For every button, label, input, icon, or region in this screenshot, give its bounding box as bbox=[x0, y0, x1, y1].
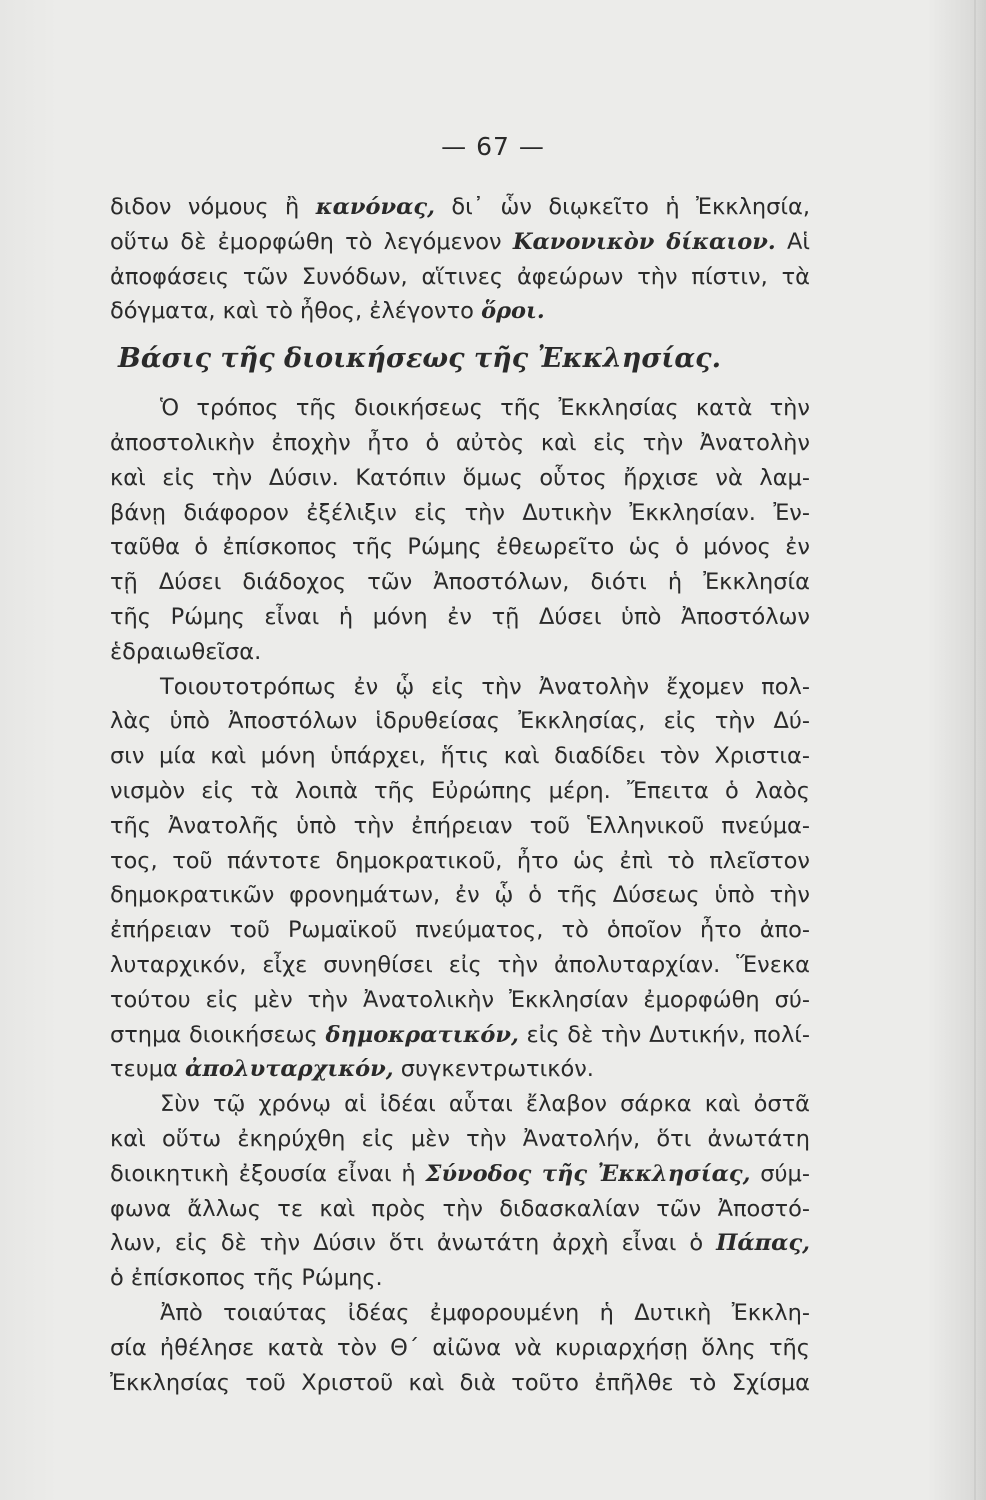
text-line: ἑδραιωθεῖσα. bbox=[110, 638, 262, 665]
text-line: Σὺν τῷ χρόνῳ αἱ ἰδέαι αὗται ἔλαβον σάρκα καὶ ὀστᾶ bbox=[160, 1091, 810, 1118]
paragraph-2 bbox=[110, 391, 810, 669]
text-line: τευμα ἀπολυταρχικόν, συγκεντρωτικόν. bbox=[110, 1056, 594, 1083]
text-line: ἀποφάσεις τῶν Συνόδων, αἵτινες ἀφεώρων τὴν πίστιν, τὰ bbox=[110, 263, 810, 290]
text-line: διοικητικὴ ἐξουσία εἶναι ἡ Σύνοδος τῆς Ἐκκλησίας, σύμ- bbox=[110, 1160, 810, 1187]
text-line: ὁ ἐπίσκοπος τῆς Ρώμης. bbox=[110, 1265, 383, 1292]
text-line: τούτου εἰς μὲν τὴν Ἀνατολικὴν Ἐκκλησίαν ἐμορφώθη σύ- bbox=[110, 986, 810, 1013]
text-line: σία ἠθέλησε κατὰ τὸν Θ´ αἰῶνα νὰ κυριαρχήσῃ ὅλης τῆς bbox=[110, 1334, 810, 1361]
text-line: νισμὸν εἰς τὰ λοιπὰ τῆς Εὐρώπης μέρη. Ἔπειτα ὁ λαὸς bbox=[110, 777, 810, 804]
text-line: φωνα ἄλλως τε καὶ πρὸς τὴν διδασκαλίαν τῶν Ἀποστό- bbox=[110, 1195, 810, 1222]
text-line: ἐπήρειαν τοῦ Ρωμαϊκοῦ πνεύματος, τὸ ὁποῖον ἦτο ἀπο- bbox=[110, 917, 810, 944]
text-line: διδον νόμους ἢ κανόνας, δι᾽ ὧν διῳκεῖτο ἡ Ἐκκλησία, bbox=[110, 194, 810, 220]
text-line: δημοκρατικῶν φρονημάτων, ἐν ᾧ ὁ τῆς Δύσεως ὑπὸ τὴν bbox=[110, 882, 810, 909]
text-line: τῆς Ἀνατολῆς ὑπὸ τὴν ἐπήρειαν τοῦ Ἑλληνικοῦ πνεύμα- bbox=[110, 812, 810, 839]
text-line: ἀποστολικὴν ἐποχὴν ἦτο ὁ αὐτὸς καὶ εἰς τὴν Ἀνατολὴν bbox=[110, 429, 810, 456]
text-line: λὰς ὑπὸ Ἀποστόλων ἱδρυθείσας Ἐκκλησίας, εἰς τὴν Δύ- bbox=[110, 708, 810, 735]
section-heading: Βάσις τῆς διοικήσεως τῆς Ἐκκλησίας. bbox=[118, 343, 721, 375]
text-line: καὶ οὕτω ἐκηρύχθη εἰς μὲν τὴν Ἀνατολήν, ὅτι ἀνωτάτη bbox=[110, 1125, 810, 1152]
text-line: οὕτω δὲ ἐμορφώθη τὸ λεγόμενον Κανονικὸν δίκαιον. Αἱ bbox=[110, 228, 810, 255]
paragraph-5 bbox=[110, 1296, 810, 1400]
text-line: ταῦθα ὁ ἐπίσκοπος τῆς Ρώμης ἐθεωρεῖτο ὡς ὁ μόνος ἐν bbox=[110, 534, 810, 561]
text-line: στημα διοικήσεως δημοκρατικόν, εἰς δὲ τὴν Δυτικήν, πολί- bbox=[110, 1021, 810, 1048]
text-line: λων, εἰς δὲ τὴν Δύσιν ὅτι ἀνωτάτη ἀρχὴ εἶναι ὁ Πάπας, bbox=[110, 1230, 810, 1257]
text-line: καὶ εἰς τὴν Δύσιν. Κατόπιν ὅμως οὗτος ἤρχισε νὰ λαμ- bbox=[110, 464, 810, 491]
text-line: Ὁ τρόπος τῆς διοικήσεως τῆς Ἐκκλησίας κατὰ τὴν bbox=[160, 395, 810, 422]
text-line: Τοιουτοτρόπως ἐν ᾧ εἰς τὴν Ἀνατολὴν ἔχομεν πολ- bbox=[160, 673, 810, 700]
text-line: τῇ Δύσει διάδοχος τῶν Ἀποστόλων, διότι ἡ Ἐκκλησία bbox=[110, 569, 810, 596]
text-line: Ἀπὸ τοιαύτας ἰδέας ἐμφορουμένη ἡ Δυτικὴ Ἐκκλη- bbox=[160, 1299, 810, 1326]
paragraph-4 bbox=[110, 1087, 810, 1296]
text-line: βάνῃ διάφορον ἐξέλιξιν εἰς τὴν Δυτικὴν Ἐκκλησίαν. Ἐν- bbox=[110, 499, 810, 526]
body-text bbox=[110, 190, 810, 1400]
page-number: — 67 — bbox=[441, 132, 545, 161]
text-line: τῆς Ρώμης εἶναι ἡ μόνη ἐν τῇ Δύσει ὑπὸ Ἀποστόλων bbox=[110, 603, 810, 630]
paragraph-1 bbox=[110, 190, 810, 329]
page-edge bbox=[974, 0, 976, 1500]
text-line: δόγματα, καὶ τὸ ἦθος, ἐλέγοντο ὅροι. bbox=[110, 298, 545, 325]
paragraph-3 bbox=[110, 670, 810, 1088]
text-line: λυταρχικόν, εἶχε συνηθίσει εἰς τὴν ἀπολυταρχίαν. Ἕνεκα bbox=[110, 951, 810, 978]
text-line: σιν μία καὶ μόνη ὑπάρχει, ἥτις καὶ διαδίδει τὸν Χριστια- bbox=[110, 743, 810, 770]
text-line: Ἐκκλησίας τοῦ Χριστοῦ καὶ διὰ τοῦτο ἐπῆλθε τὸ Σχίσμα bbox=[110, 1369, 810, 1396]
text-line: τος, τοῦ πάντοτε δημοκρατικοῦ, ἦτο ὡς ἐπὶ τὸ πλεῖστον bbox=[110, 847, 810, 874]
